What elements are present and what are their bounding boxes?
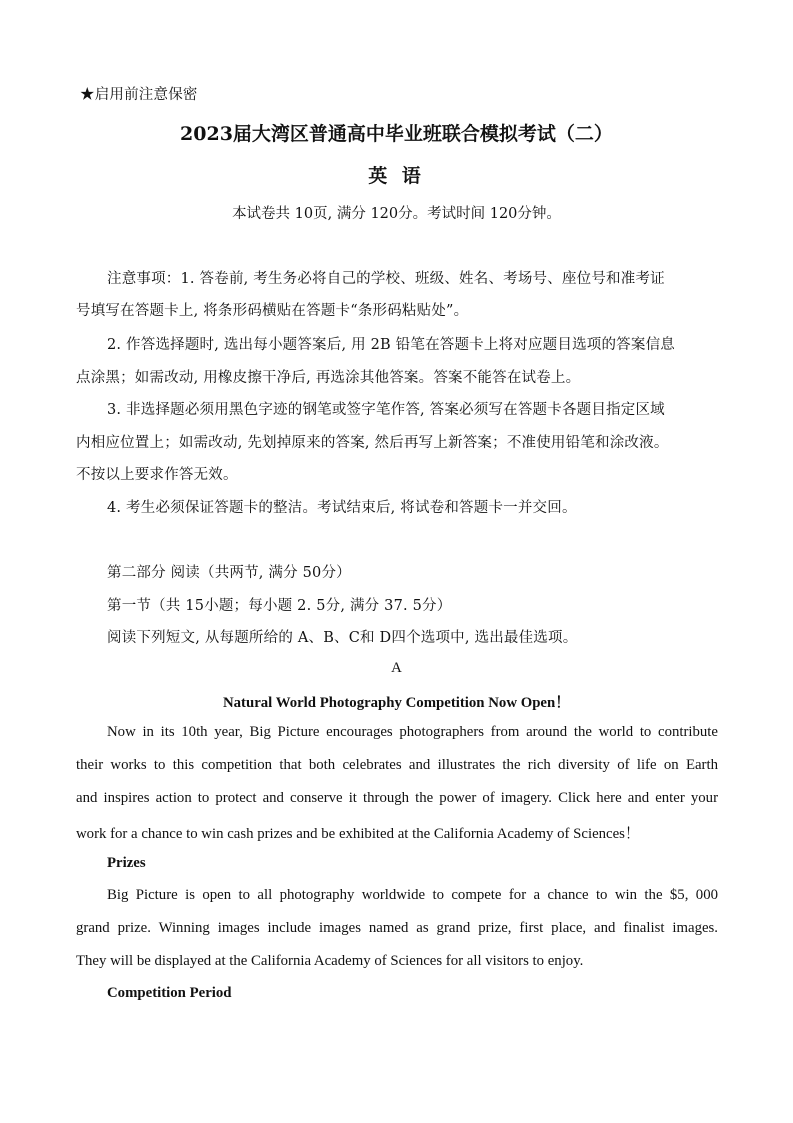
notice-line-2: 号填写在答题卡上, 将条形码横贴在答题卡“条形码粘贴处”。 (76, 303, 469, 319)
notice-line-3: 2. 作答选择题时, 选出每小题答案后, 用 2B 铅笔在答题卡上将对应题目选项的答案信息 (107, 337, 675, 353)
notice-line-7: 不按以上要求作答无效。 (76, 467, 238, 483)
passage-title: Natural World Photography Competition Now Open！ (222, 695, 571, 711)
prizes-heading: Prizes (107, 855, 146, 871)
notice-line-1: 注意事项：1. 答卷前, 考生务必将自己的学校、班级、姓名、考场号、座位号和准考证 (107, 271, 665, 287)
passage-p1-line-2: their works to this competition that both celebrates and illustrates the rich diversity of life on Earth (76, 757, 718, 773)
notice-line-5: 3. 非选择题必须用黑色字迹的钢笔或签字笔作答, 答案必须写在答题卡各题目指定区域 (107, 402, 665, 418)
passage-p1-line-4: work for a chance to win cash prizes and be exhibited at the California Academy of Sciences！ (76, 826, 640, 842)
exam-info: 本试卷共 10页, 满分 120分。考试时间 120分钟。 (232, 206, 561, 222)
part-heading: 第二部分 阅读（共两节, 满分 50分） (107, 565, 351, 581)
subject-title: 英 语 (368, 165, 425, 187)
confidential-mark: ★启用前注意保密 (80, 87, 198, 103)
exam-title: 2023届大湾区普通高中毕业班联合模拟考试（二） (180, 123, 613, 145)
passage-p1-line-1: Now in its 10th year, Big Picture encourages photographers from around the world to contribute (107, 724, 718, 740)
passage-label: A (391, 660, 402, 676)
passage-p2-line-3: They will be displayed at the California Academy of Sciences for all visitors to enjoy. (76, 953, 584, 969)
subsection-heading: 第一节（共 15小题；每小题 2. 5分, 满分 37. 5分） (107, 598, 452, 614)
passage-p1-line-3: and inspires action to protect and conserve it through the power of imagery. Click here and enter your (76, 790, 718, 806)
reading-instruction: 阅读下列短文, 从每题所给的 A、B、C和 D四个选项中, 选出最佳选项。 (107, 630, 578, 646)
notice-line-4: 点涂黑；如需改动, 用橡皮擦干净后, 再选涂其他答案。答案不能答在试卷上。 (76, 370, 581, 386)
competition-period-heading: Competition Period (107, 985, 232, 1001)
passage-p2-line-1: Big Picture is open to all photography worldwide to compete for a chance to win the $5, 000 (107, 887, 718, 903)
notice-line-8: 4. 考生必须保证答题卡的整洁。考试结束后, 将试卷和答题卡一并交回。 (107, 500, 577, 516)
passage-p2-line-2: grand prize. Winning images include images named as grand prize, first place, and finalist images. (76, 920, 718, 936)
notice-line-6: 内相应位置上；如需改动, 先划掉原来的答案, 然后再写上新答案；不准使用铅笔和涂改液。 (76, 435, 669, 451)
